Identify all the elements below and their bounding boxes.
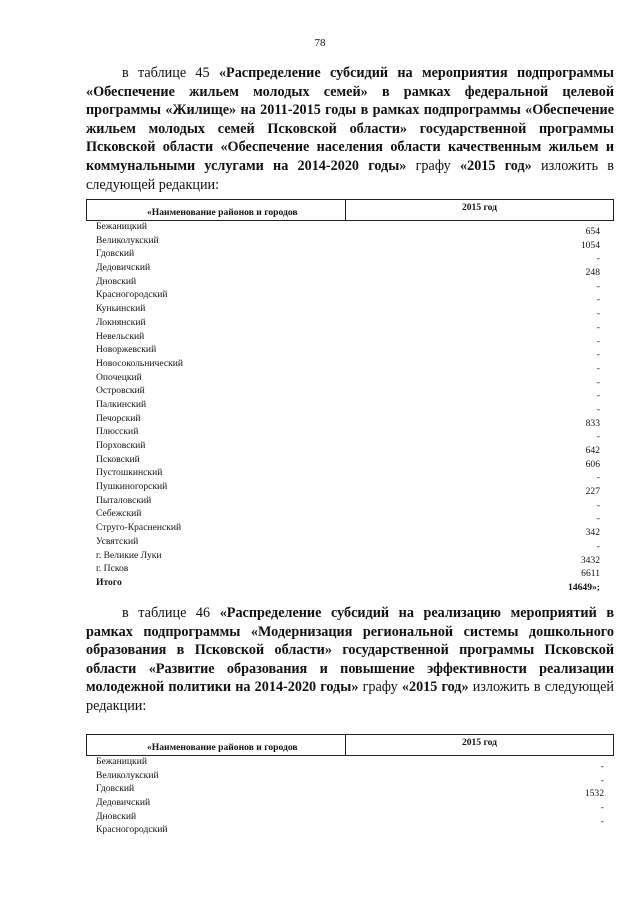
subsidy-value: 227 <box>585 486 600 498</box>
district-name: Пушкиногорский <box>96 481 168 493</box>
subsidy-value: 642 <box>585 445 600 456</box>
district-name: Пустошкинский <box>96 467 163 479</box>
table-row <box>86 344 614 361</box>
subsidy-value: 654 <box>585 226 600 237</box>
district-name: Дновский <box>96 275 137 287</box>
district-name: Струго-Красненский <box>96 522 182 534</box>
subsidy-value: - <box>600 761 604 772</box>
district-name: Дедовичский <box>96 262 151 274</box>
subsidy-value: - <box>596 376 600 388</box>
subsidy-value: - <box>596 431 600 443</box>
table-row <box>86 577 614 591</box>
header-year-2015: 2015 год <box>461 737 498 748</box>
header-district-name: «Наименование районов и городов <box>147 207 298 218</box>
subsidy-value: - <box>596 294 600 306</box>
paragraph-text: графу <box>406 157 460 174</box>
district-name: Печорский <box>96 412 141 424</box>
table-row <box>86 413 614 427</box>
subsidy-value: 606 <box>585 458 600 470</box>
table-row <box>86 770 614 784</box>
table-row <box>86 289 614 306</box>
header-district-name: «Наименование районов и городов <box>147 742 298 753</box>
table-row <box>86 508 614 525</box>
table-body <box>86 221 614 591</box>
table-row <box>86 262 614 279</box>
subsidy-value: 1532 <box>584 788 604 800</box>
district-name: Невельский <box>96 330 145 342</box>
table-row <box>86 399 614 413</box>
district-name: Плюсский <box>96 426 139 438</box>
table-row <box>86 440 614 454</box>
subsidy-value: 14649»; <box>568 581 600 593</box>
district-name: Куньинский <box>96 303 146 315</box>
table-row <box>86 235 614 249</box>
subsidy-value: 1054 <box>580 239 600 251</box>
table-row <box>86 221 614 235</box>
subsidy-value: 342 <box>585 527 600 539</box>
table-row <box>86 426 614 443</box>
district-name: Пыталовский <box>96 494 152 506</box>
table-45 <box>86 199 614 591</box>
paragraph-text: изложить в следующей редакции: <box>86 679 614 714</box>
district-name: Псковский <box>96 453 140 465</box>
district-name: Великолукский <box>96 769 159 781</box>
table-row <box>86 536 614 550</box>
page-number: 78 <box>314 37 326 49</box>
table-row <box>86 811 614 825</box>
paragraph-text: графу <box>358 679 402 696</box>
subsidy-value: - <box>596 513 600 525</box>
table-row <box>86 454 614 468</box>
subsidy-value: - <box>600 774 604 786</box>
subsidy-value: 833 <box>585 417 600 429</box>
table-row <box>86 317 614 331</box>
district-name: Итого <box>96 576 122 588</box>
paragraph-table-45 <box>86 64 614 194</box>
district-name: Дновский <box>96 810 137 822</box>
subsidy-value: - <box>596 362 600 374</box>
district-name: Великолукский <box>96 234 159 246</box>
subsidy-value: - <box>596 321 600 333</box>
paragraph-bold-title: «Распределение субсидий на мероприятия подпрограммы «Обеспечение жильем молодых семей» в рамках федеральной целевой программы «Жилище» на 2011-2015 годы в рамках подпрограммы «Обеспечение жильем молодых семей Псковской области» государственной программы Псковской области «Обеспечение населения области качественным жильем и коммунальными услугами на 2014-2020 годы» <box>86 65 614 174</box>
table-row <box>86 783 614 800</box>
table-row <box>86 522 614 539</box>
subsidy-value: - <box>596 308 600 320</box>
district-name: Локнянский <box>96 316 146 328</box>
district-name: Бежаницкий <box>96 221 147 232</box>
table-row <box>86 385 614 402</box>
district-name: Дедовичский <box>96 797 151 809</box>
subsidy-value: - <box>596 349 600 361</box>
subsidy-value: - <box>596 390 600 402</box>
district-name: г. Великие Луки <box>96 549 162 561</box>
table-row <box>86 467 614 484</box>
subsidy-value: - <box>596 253 600 265</box>
district-name: Новоржевский <box>96 344 157 356</box>
district-name: Бежаницкий <box>96 756 147 767</box>
paragraph-text: изложить в следующей редакции: <box>86 157 614 193</box>
subsidy-value: 6611 <box>581 568 600 580</box>
subsidy-value: - <box>600 815 604 827</box>
subsidy-value: - <box>596 335 600 347</box>
table-body <box>86 756 614 838</box>
subsidy-value: - <box>596 280 600 292</box>
table-row <box>86 481 614 498</box>
district-name: Красногородский <box>96 289 168 301</box>
district-name: Новосокольнический <box>96 357 184 369</box>
district-name: Порховский <box>96 440 146 451</box>
table-row <box>86 372 614 386</box>
district-name: Усвятский <box>96 535 139 547</box>
subsidy-value: - <box>596 540 600 552</box>
table-row <box>86 303 614 320</box>
district-name: Гдовский <box>96 783 135 795</box>
header-year-2015: 2015 год <box>461 202 498 213</box>
subsidy-value: - <box>600 802 604 814</box>
subsidy-value: 3432 <box>580 554 600 566</box>
table-header <box>86 734 614 756</box>
table-46 <box>86 734 614 838</box>
table-row <box>86 563 614 580</box>
paragraph-column-name: «2015 год» <box>401 679 469 696</box>
paragraph-text: в таблице 45 <box>122 65 219 81</box>
paragraph-table-46 <box>86 604 614 716</box>
table-header <box>86 199 614 221</box>
paragraph-column-name: «2015 год» <box>460 157 532 174</box>
district-name: Островский <box>96 385 145 397</box>
table-row <box>86 331 614 345</box>
table-row <box>86 797 614 814</box>
table-row <box>86 495 614 509</box>
paragraph-bold-title: «Распределение субсидий на реализацию мероприятий в рамках подпрограммы «Модернизация региональной системы дошкольного образования в Псковской области» государственной программы Псковской области «Развитие образования и повышение эффективности реализации молодежной политики на 2014-2020 годы» <box>86 605 614 696</box>
district-name: Себежский <box>96 508 142 520</box>
district-name: Опочецкий <box>96 371 142 383</box>
table-row <box>86 248 614 265</box>
subsidy-value: - <box>596 403 600 415</box>
table-row <box>86 358 614 372</box>
district-name: Красногородский <box>96 824 168 836</box>
table-row <box>86 550 614 564</box>
district-name: г. Псков <box>96 563 129 575</box>
table-row <box>86 276 614 290</box>
district-name: Гдовский <box>96 248 135 260</box>
district-name: Палкинский <box>96 398 147 410</box>
table-row <box>86 756 614 770</box>
subsidy-value: 248 <box>585 267 600 279</box>
table-row <box>86 824 614 838</box>
subsidy-value: - <box>596 499 600 511</box>
paragraph-text: в таблице 46 <box>122 605 220 621</box>
subsidy-value: - <box>596 472 600 484</box>
